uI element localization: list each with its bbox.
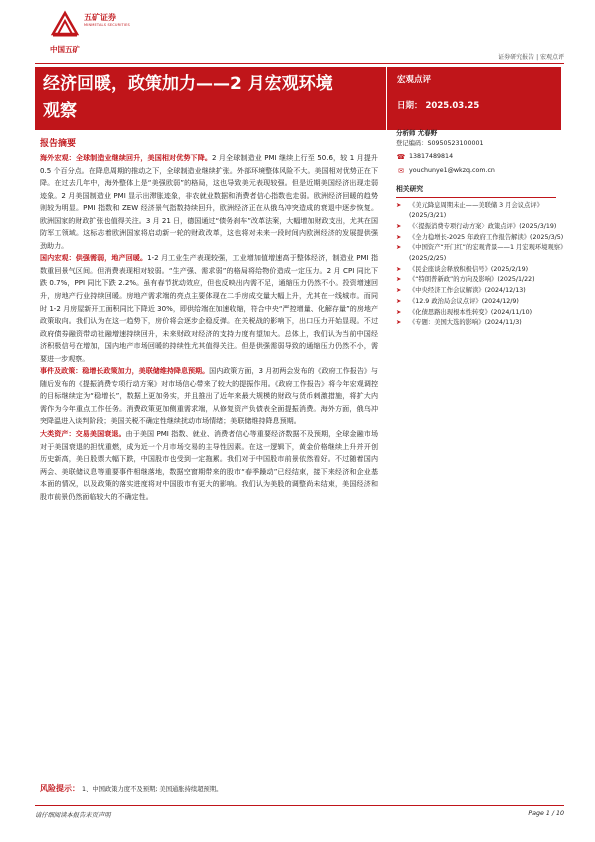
company-logo	[50, 10, 170, 54]
report-title-line2: 观察	[43, 101, 77, 121]
risk-text: 1、中国政策力度不及预期; 美国通胀持续超预期。	[82, 786, 223, 793]
related-research-heading: 相关研究	[396, 184, 424, 193]
paragraph-overseas	[40, 152, 378, 252]
arrow-icon: ➤	[396, 287, 402, 295]
summary-heading: 报告摘要	[40, 139, 77, 149]
disclaimer-note: 请仔细阅读本报告末页声明	[35, 812, 111, 819]
minmetals-logo-icon	[50, 10, 80, 38]
analyst-phone: 13817489814	[409, 153, 454, 161]
header-divider	[35, 63, 564, 64]
arrow-icon: ➤	[396, 308, 402, 316]
paragraph-text: 1-2 月工业生产表现较强，工业增加值增速高于整体经济，制造业 PMI 指数重回景气区间。但消费表现相对较弱。“生产强、需求弱”的格局将给物价造成一定压力。2 月 CPI 同比下跌 0.7%，PPI 同比下跌 2.2%。虽有春节扰动效应，但也反映出内需不足，通缩压力仍然不小。投资增速回升，房地产行业持续回暖。房地产需求端的亮点主要体现在二手房成交量大幅上升，尤其在一线城市。而同时 1-2 月房屋新开工面积同比下降近 30%，即供给端在加速收缩，符合中央“严控增量、化解存量”的房地产政策取向。我们认为在这一趋势下，房价将会逐步企稳反弹。在关税战的影响下，出口压力开始显现。不过政府债券融资带动社融增速持续回升，未来财政对经济的支持力度有望加大。总体上，我们认为当前中国经济积极信号在增加，国内地产市场回暖的持续性尤其值得关注。但是供强需弱导致的通缩压力仍然不小，需要进一步观察。	[40, 253, 378, 363]
risk-warning	[40, 783, 570, 794]
summary-body	[40, 152, 378, 503]
related-item-label: 《美元降息周期未止——美联储 3 月会议点评》(2025/3/21)	[409, 201, 543, 220]
related-item-label: 《12.9 政治局会议点评》(2024/12/9)	[409, 297, 519, 305]
related-item[interactable]	[396, 243, 566, 264]
related-item[interactable]	[396, 265, 566, 276]
related-item-label: 《中国资产“开门红”的宏观背景——1 月宏观环境观察》(2025/2/25)	[409, 244, 564, 263]
arrow-icon: ➤	[396, 265, 402, 273]
report-title-line1: 经济回暖，政策加力——2 月宏观环境	[43, 74, 333, 94]
title-banner	[35, 67, 386, 130]
report-meta-banner	[387, 67, 561, 130]
related-item-label: 《全力稳增长-2025 年政府工作报告解读》(2025/3/5)	[409, 233, 564, 241]
page-number: Page 1 / 10	[528, 810, 564, 817]
analyst-email-row	[396, 166, 566, 177]
arrow-icon: ➤	[396, 222, 402, 230]
paragraph-text: 国内政策方面，3 月初两会发布的《政府工作报告》与随后发布的《提振消费专项行动方案》对市场信心带来了较大的提振作用。《政府工作报告》将今年宏观调控的目标继续定为“稳增长”，数据上更加务实，并且推出了近年来最大规模的财政与货币刺激措施，将扩大内需作为今年重点工作任务。消费政策更加侧重需求端，从修复资产负债表全面提振消费。海外方面，俄乌冲突降温进入谈判阶段；美国关税不确定性继续扰动市场情绪；美联储维持降息预期。	[40, 366, 378, 426]
related-item-label: 《专题：美国大选的影响》(2024/11/3)	[409, 319, 522, 327]
related-item[interactable]	[396, 201, 566, 222]
analyst-email[interactable]: youchunye1@wkzq.com.cn	[409, 167, 495, 175]
related-item-label: 《中央经济工作会议解读》(2024/12/13)	[409, 287, 526, 295]
footer-divider	[35, 805, 564, 806]
paragraph-lead: 国内宏观：供强需弱，地产回暖。	[40, 253, 148, 263]
related-divider	[396, 197, 556, 198]
arrow-icon: ➤	[396, 319, 402, 327]
related-item-label: 《民企座谈会释放积极信号》(2025/2/19)	[409, 265, 529, 273]
risk-label: 风险提示：	[40, 784, 80, 793]
related-item[interactable]	[396, 318, 566, 329]
paragraph-text: 由于美国 PMI 指数、就业、消费者信心等重要经济数据不及预期，全球金融市场对于美国衰退的担忧重燃，成为近一个月市场交易的主导性因素。在这一逻辑下，黄金价格继续上升并开创历史新高，美日股票大幅下跌，中国股市也受到一定拖累。我们对于中国股市前景依然看好。不过随着国内两会、美联储议息等重要事件相继落地，数据空窗期带来的股市“春季躁动”已经结束，接下来经济和企业基本面的情况，以及政策的落实进度将对中国股市有更大的影响。我们认为美股的调整尚未结束，美国经济和股市前景仍然面临较大的不确定性。	[40, 429, 378, 501]
arrow-icon: ➤	[396, 233, 402, 241]
phone-icon: ☎	[396, 153, 406, 162]
paragraph-policy	[40, 365, 378, 428]
arrow-icon: ➤	[396, 276, 402, 284]
arrow-icon: ➤	[396, 244, 402, 252]
brand-name-cn: 五矿证券	[84, 13, 116, 22]
related-item-label: 《〈提振消费专项行动方案〉政策点评》(2025/3/19)	[409, 222, 557, 230]
paragraph-text: 2 月全球制造业 PMI 继续上行至 50.6，较 1 月提升 0.5 个百分点。在降息周期的推动之下，全球制造业继续扩张。外部环境整体风险不大。美国相对优势正在下降。在过去几年中，海外整体上是“美强欧弱”的格局，这也导致美元表现较强。但是近期美国经济出现走弱迹象。2 月美国制造业 PMI 显示出滞胀迹象，非农就业数据和消费者信心指数也走弱。欧洲经济回暖的趋势则较为明显。PMI 指数和 ZEW 经济景气指数持续回升，欧洲经济正在从俄乌冲突造成的衰退中逐步恢复。欧洲国家的财政扩张也值得关注。3 月 21 日，德国通过“债务刹车”改革法案，大幅增加财政支出，尤其在国防军工领域。这标志着欧洲国家将启动新一轮的财政改革，这也将对未来一段时间内欧洲经济的发展提供强劲助力。	[40, 153, 378, 250]
parent-company-name: 中国五矿	[50, 45, 80, 54]
email-icon: ✉	[398, 167, 404, 176]
paragraph-domestic	[40, 252, 378, 365]
related-item-label: 《“特朗普新政”的方向及影响》(2025/1/22)	[409, 276, 535, 284]
brand-name-en: MINMETALS SECURITIES	[84, 23, 130, 27]
arrow-icon: ➤	[396, 297, 402, 305]
report-category: 证券研究报告 | 宏观点评	[498, 54, 564, 61]
related-item[interactable]	[396, 308, 566, 319]
related-item-label: 《化债思路出现根本性转变》(2024/11/10)	[409, 308, 533, 316]
date-label: 日期：	[397, 101, 423, 111]
related-item[interactable]	[396, 286, 566, 297]
related-item[interactable]	[396, 297, 566, 308]
arrow-icon: ➤	[396, 201, 402, 209]
paragraph-lead: 海外宏观：全球制造业继续回升，美国相对优势下降。	[40, 153, 213, 162]
sidebar	[396, 126, 566, 329]
report-date: 2025.03.25	[425, 101, 480, 111]
report-date-row	[397, 99, 551, 111]
report-type: 宏观点评	[397, 75, 432, 85]
analyst-registration: 登记编码：S0950523100001	[396, 139, 484, 147]
related-item[interactable]	[396, 222, 566, 233]
related-item[interactable]	[396, 275, 566, 286]
paragraph-assets	[40, 428, 378, 503]
paragraph-lead: 事件及政策：稳增长政策加力，美联储维持降息预期。	[40, 366, 210, 376]
analyst-phone-row	[396, 152, 566, 163]
paragraph-lead: 大类资产：交易美国衰退。	[40, 429, 126, 439]
related-item[interactable]	[396, 233, 566, 244]
analyst-name: 分析师 尤春野	[396, 129, 438, 137]
